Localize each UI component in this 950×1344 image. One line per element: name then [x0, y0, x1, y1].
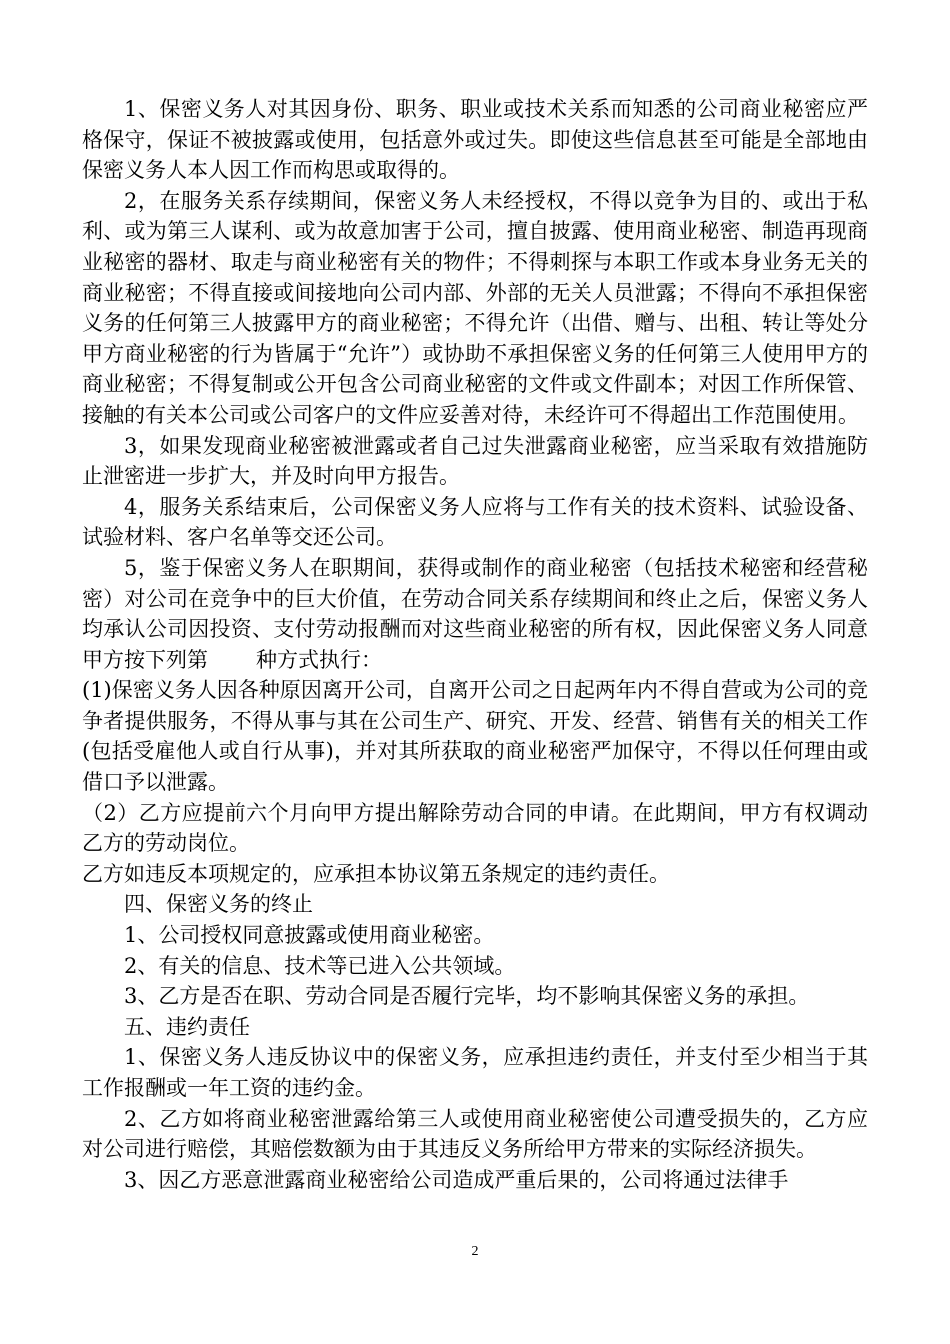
paragraph-item-1: (1)保密义务人因各种原因离开公司，自离开公司之日起两年内不得自营或为公司的竞争者提供服务，不得从事与其在公司生产、研究、开发、经营、销售有关的相关工作(包括受雇他人或自行从事)，并对其所获取的商业秘密严加保守，不得以任何理由或借口予以泄露。 — [82, 678, 868, 795]
paragraph-4: 4，服务关系结束后，公司保密义务人应将与工作有关的技术资料、试验设备、试验材料、客户名单等交还公司。 — [82, 494, 868, 550]
paragraph-5-tail: 种方式执行： — [256, 647, 382, 672]
paragraph-item-2: （2）乙方应提前六个月向甲方提出解除劳动合同的申请。在此期间，甲方有权调动乙方的劳动岗位。 — [82, 800, 868, 856]
paragraph-3: 3，如果发现商业秘密被泄露或者自己过失泄露商业秘密，应当采取有效措施防止泄密进一步扩大，并及时向甲方报告。 — [82, 433, 868, 489]
paragraph-1: 1、保密义务人对其因身份、职务、职业或技术关系而知悉的公司商业秘密应严格保守，保证不被披露或使用，包括意外或过失。即使这些信息甚至可能是全部地由保密义务人本人因工作而构思或取得的。 — [82, 97, 868, 183]
termination-item-1: 1、公司授权同意披露或使用商业秘密。 — [124, 923, 495, 948]
paragraph-5-text: 5，鉴于保密义务人在职期间，获得或制作的商业秘密（包括技术秘密和经营秘密）对公司在竞争中的巨大价值，在劳动合同关系存续期间和终止之后，保密义务人均承认公司因投资、支付劳动报酬而对这些商业秘密的所有权，因此保密义务人同意甲方按下列第 — [82, 555, 868, 672]
document-body — [82, 94, 868, 1195]
liability-item-3: 3、因乙方恶意泄露商业秘密给公司造成严重后果的，公司将通过法律手 — [124, 1167, 789, 1192]
page-number: 2 — [471, 1244, 479, 1259]
paragraph-5 — [82, 553, 868, 675]
paragraph-liability-note: 乙方如违反本项规定的，应承担本协议第五条规定的违约责任。 — [82, 861, 670, 886]
liability-item-2: 2、乙方如将商业秘密泄露给第三人或使用商业秘密使公司遭受损失的，乙方应对公司进行赔偿，其赔偿数额为由于其违反义务所给甲方带来的实际经济损失。 — [82, 1106, 868, 1162]
termination-item-2: 2、有关的信息、技术等已进入公共领域。 — [124, 953, 516, 978]
section-heading-termination: 四、保密义务的终止 — [124, 892, 313, 917]
section-heading-liability: 五、违约责任 — [124, 1014, 250, 1039]
paragraph-2: 2，在服务关系存续期间，保密义务人未经授权，不得以竞争为目的、或出于私利、或为第三人谋利、或为故意加害于公司，擅自披露、使用商业秘密、制造再现商业秘密的器材、取走与商业秘密有关的物件；不得刺探与本职工作或本身业务无关的商业秘密；不得直接或间接地向公司内部、外部的无关人员泄露；不得向不承担保密义务的任何第三人披露甲方的商业秘密；不得允许（出借、赠与、出租、转让等处分甲方商业秘密的行为皆属于“允许”）或协助不承担保密义务的任何第三人使用甲方的商业秘密；不得复制或公开包含公司商业秘密的文件或文件副本；对因工作所保管、接触的有关本公司或公司客户的文件应妥善对待，未经许可不得超出工作范围使用。 — [82, 188, 868, 427]
termination-item-3: 3、乙方是否在职、劳动合同是否履行完毕，均不影响其保密义务的承担。 — [124, 984, 810, 1009]
liability-item-1: 1、保密义务人违反协议中的保密义务，应承担违约责任，并支付至少相当于其工作报酬或一年工资的违约金。 — [82, 1045, 868, 1100]
